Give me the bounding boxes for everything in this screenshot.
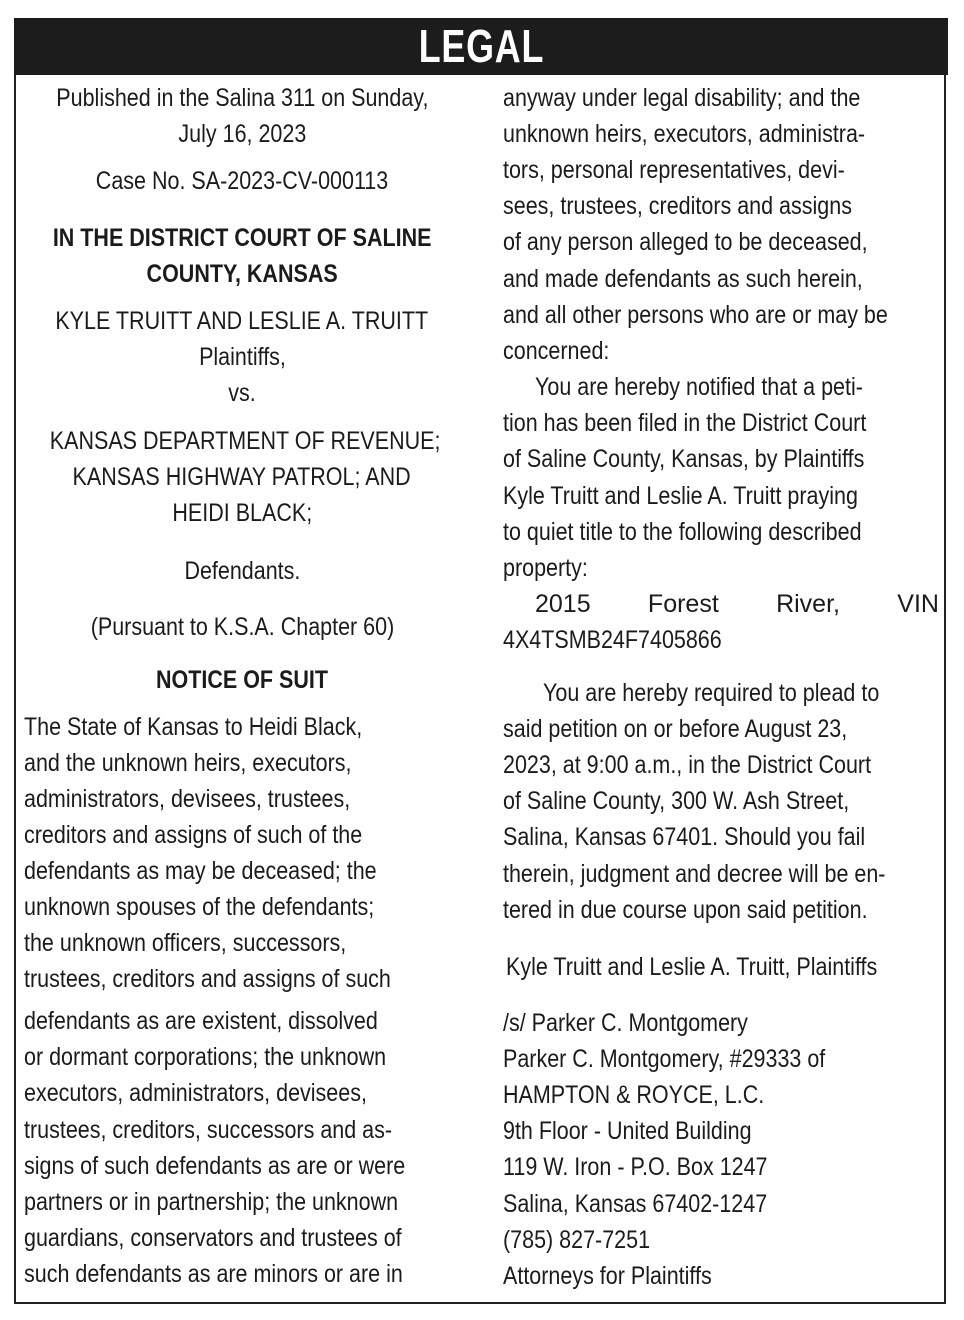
notified-line: You are hereby notified that a peti- bbox=[535, 373, 863, 401]
required-line: of Saline County, 300 W. Ash Street, bbox=[503, 787, 850, 815]
continuation-line: sees, trustees, creditors and assigns bbox=[503, 192, 852, 220]
section-title: LEGAL bbox=[418, 20, 544, 72]
court-heading: IN THE DISTRICT COURT OF SALINE bbox=[52, 224, 432, 252]
case-number: Case No. SA-2023-CV-000113 bbox=[95, 167, 389, 195]
required-line: said petition on or before August 23, bbox=[503, 715, 848, 743]
address-line-2: 119 W. Iron - P.O. Box 1247 bbox=[503, 1153, 768, 1181]
body-line: administrators, devisees, trustees, bbox=[24, 785, 351, 813]
defendant-1: KANSAS DEPARTMENT OF REVENUE; bbox=[49, 427, 441, 455]
section-header bbox=[14, 18, 948, 75]
required-line: You are hereby required to plead to bbox=[543, 679, 880, 707]
body-line: guardians, conservators and trustees of bbox=[24, 1224, 402, 1252]
versus: vs. bbox=[228, 379, 256, 407]
publication-line: Published in the Salina 311 on Sunday, bbox=[55, 84, 429, 112]
continuation-line: tors, personal representatives, devi- bbox=[503, 156, 845, 184]
body-line: trustees, creditors and assigns of such bbox=[24, 965, 391, 993]
continuation-line: concerned: bbox=[503, 337, 610, 365]
defendant-2: KANSAS HIGHWAY PATROL; AND bbox=[72, 463, 412, 491]
body-line: creditors and assigns of such of the bbox=[24, 821, 363, 849]
body-line: trustees, creditors, successors and as- bbox=[24, 1116, 393, 1144]
defendants-label: Defendants. bbox=[184, 557, 300, 585]
required-line: tered in due course upon said petition. bbox=[503, 896, 868, 924]
continuation-line: and all other persons who are or may be bbox=[503, 301, 888, 329]
vin-number: 4X4TSMB24F7405866 bbox=[503, 626, 722, 654]
property-line: 2015 Forest River, VIN bbox=[535, 590, 939, 618]
statute-reference: (Pursuant to K.S.A. Chapter 60) bbox=[90, 613, 394, 641]
plaintiffs-names: KYLE TRUITT AND LESLIE A. TRUITT bbox=[55, 307, 429, 335]
notified-line: to quiet title to the following described bbox=[503, 518, 862, 546]
required-line: Salina, Kansas 67401. Should you fail bbox=[503, 823, 866, 851]
body-line: such defendants as are minors or are in bbox=[24, 1260, 403, 1288]
notified-line: property: bbox=[503, 554, 588, 582]
body-line: executors, administrators, devisees, bbox=[24, 1079, 367, 1107]
law-firm: HAMPTON & ROYCE, L.C. bbox=[503, 1081, 765, 1109]
body-line: or dormant corporations; the unknown bbox=[24, 1043, 387, 1071]
plaintiffs-signature: Kyle Truitt and Leslie A. Truitt, Plaintiffs bbox=[506, 953, 878, 981]
body-line: signs of such defendants as are or were bbox=[24, 1152, 406, 1180]
phone-number: (785) 827-7251 bbox=[503, 1226, 651, 1254]
address-line-3: Salina, Kansas 67402-1247 bbox=[503, 1190, 768, 1218]
continuation-line: of any person alleged to be deceased, bbox=[503, 228, 868, 256]
body-line: partners or in partnership; the unknown bbox=[24, 1188, 399, 1216]
body-line: defendants as may be deceased; the bbox=[24, 857, 377, 885]
attorney-role: Attorneys for Plaintiffs bbox=[503, 1262, 712, 1290]
body-line: the unknown officers, successors, bbox=[24, 929, 347, 957]
notified-line: Kyle Truitt and Leslie A. Truitt praying bbox=[503, 482, 858, 510]
attorney-signature: /s/ Parker C. Montgomery bbox=[503, 1009, 748, 1037]
court-heading-2: COUNTY, KANSAS bbox=[146, 260, 338, 288]
attorney-name: Parker C. Montgomery, #29333 of bbox=[503, 1045, 826, 1073]
body-line: defendants as are existent, dissolved bbox=[24, 1007, 378, 1035]
body-line: The State of Kansas to Heidi Black, bbox=[24, 713, 363, 741]
continuation-line: and made defendants as such herein, bbox=[503, 265, 863, 293]
body-line: unknown spouses of the defendants; bbox=[24, 893, 375, 921]
address-line-1: 9th Floor - United Building bbox=[503, 1117, 752, 1145]
required-line: 2023, at 9:00 a.m., in the District Court bbox=[503, 751, 872, 779]
defendant-3: HEIDI BLACK; bbox=[172, 499, 312, 527]
notified-line: tion has been filed in the District Court bbox=[503, 409, 867, 437]
publication-date: July 16, 2023 bbox=[178, 120, 306, 148]
body-line: and the unknown heirs, executors, bbox=[24, 749, 352, 777]
plaintiffs-label: Plaintiffs, bbox=[198, 343, 286, 371]
required-line: therein, judgment and decree will be en- bbox=[503, 860, 886, 888]
continuation-line: anyway under legal disability; and the bbox=[503, 84, 861, 112]
notice-title: NOTICE OF SUIT bbox=[156, 666, 328, 694]
continuation-line: unknown heirs, executors, administra- bbox=[503, 120, 866, 148]
notified-line: of Saline County, Kansas, by Plaintiffs bbox=[503, 445, 865, 473]
